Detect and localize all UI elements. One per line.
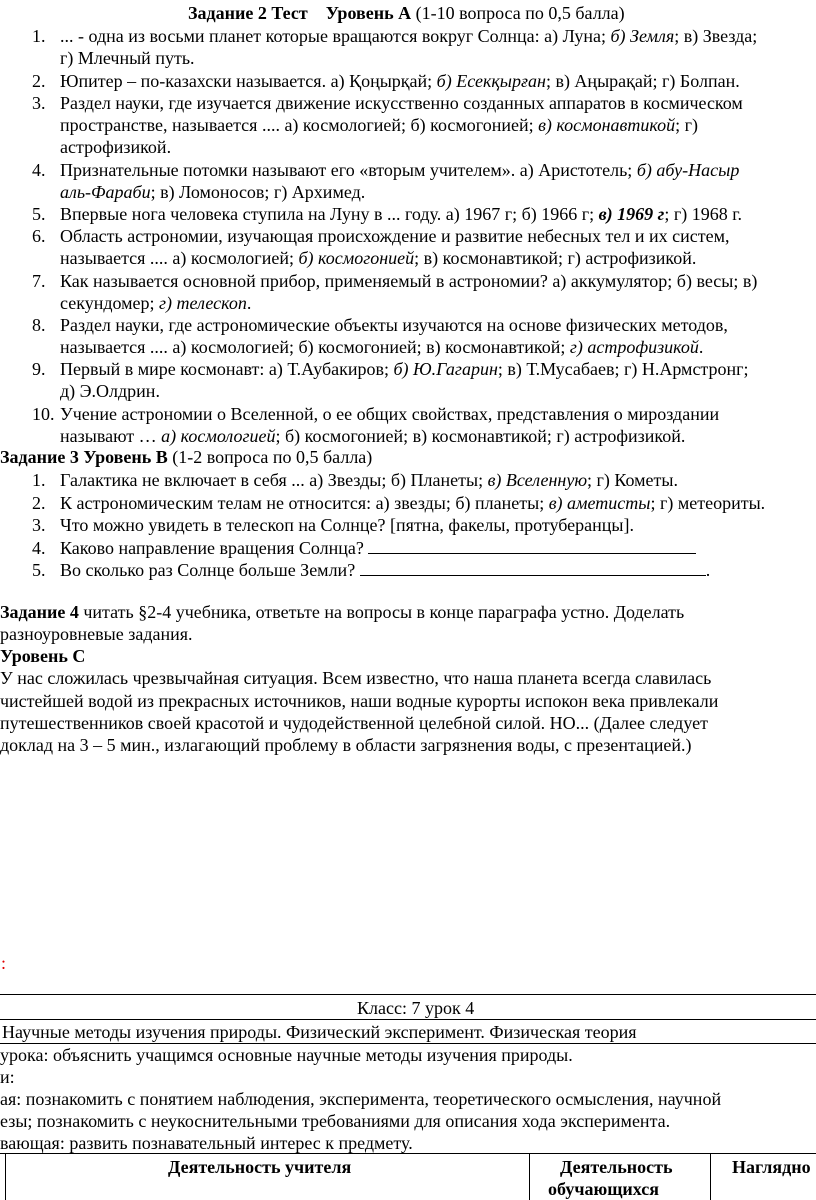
question-text: ; г) [675,115,698,135]
task3-q1 [60,469,678,491]
question-text: называют … [60,426,162,446]
question-text: К астрономическим телам не относится: а) звезды; б) планеты; [60,493,549,513]
question-text: Впервые нога человека ступила на Луну в ... году. а) 1967 г; б) 1966 г; [60,204,599,224]
task2-title: Задание 2 Тест [188,3,308,23]
task2-q4 [60,159,739,181]
task2-q6-line2 [60,247,696,269]
header-student-activity: Деятельность [560,1157,673,1177]
table-rule [0,1153,816,1154]
task3-q4-number: 4. [32,538,46,558]
header-student-activity-2: обучающихся [548,1179,659,1199]
table-rule [0,1019,816,1020]
task4-line2: разноуровневые задания. [0,624,193,644]
question-text: . [246,293,252,313]
task2-q6-number: 6. [32,226,46,246]
table-col-border [710,1153,711,1200]
question-text: ; в) Т.Мусабаев; г) Н.Армстронг; [497,359,749,379]
table-rule-top [0,994,816,995]
answer-blank[interactable] [368,537,696,554]
task3-q2 [60,492,765,514]
question-text: ; в) Ломоносов; г) Архимед. [150,182,366,202]
task3-q5-number: 5. [32,560,46,580]
task2-level: Уровень А [325,3,412,23]
question-text: ... - одна из восьми планет которые вращаются вокруг Солнца: а) Луна; [60,26,611,46]
table-col-border [5,1153,6,1200]
lesson-goal: урока: объяснить учащимся основные научные методы изучения природы. [0,1045,573,1065]
lesson-edu-1: ая: познакомить с понятием наблюдения, эксперимента, теоретического осмысления, научной [0,1089,722,1109]
answer-blank[interactable] [360,559,706,576]
question-text: ; в) космонавтикой; г) астрофизикой. [414,248,697,268]
answer-highlight: аль-Фараби [60,182,151,202]
question-text: секундомер; [60,293,160,313]
question-text: Во сколько раз Солнце больше Земли? [60,560,360,580]
question-text: ; г) Кометы. [587,470,678,490]
task2-q1 [60,25,757,47]
red-mark: : [1,953,7,973]
question-text: ; б) космогонией; в) космонавтикой; г) астрофизикой. [275,426,686,446]
question-text: Галактика не включает в себя ... а) Звезды; б) Планеты; [60,470,488,490]
task4-text: читать §2-4 учебника, ответьте на вопросы в конце параграфа устно. Доделать [78,602,685,622]
task2-q2-number: 2. [32,71,46,91]
task2-q8: Раздел науки, где астрономические объекты изучаются на основе физических методов, [60,315,728,335]
task2-q5 [60,203,742,225]
levelc-line4: доклад на 3 – 5 мин., излагающий проблему в области загрязнения воды, с презентацией.) [0,735,692,755]
header-teacher-activity: Деятельность учителя [168,1157,352,1177]
task2-q7-number: 7. [32,271,46,291]
question-text: Юпитер – по-казахски называется. а) Қоңырқай; [60,71,437,91]
levelc-line3: путешественников своей красотой и чудодейственной целебной силой. НО... (Далее следует [0,713,708,733]
task2-q3: Раздел науки, где изучается движение искусственно созданных аппаратов в космическом [60,93,743,113]
answer-highlight: в) Вселенную [487,470,588,490]
task2-q7: Как называется основной прибор, применяемый в астрономии? а) аккумулятор; б) весы; в) [60,271,758,291]
answer-highlight: в) аметисты [548,493,651,513]
question-text: . [698,337,704,357]
question-text: ; в) Аңырақай; г) Болпан. [545,71,740,91]
task3-q5 [60,559,710,581]
levelc-title-text: Уровень С [0,646,86,666]
lesson-topic: Научные методы изучения природы. Физический эксперимент. Физическая теория [2,1022,637,1042]
lesson-dev: вающая: развить познавательный интерес к предмету. [0,1133,413,1153]
table-col-border [529,1153,530,1200]
task2-q9-number: 9. [32,359,46,379]
question-text: называется .... а) космологией; б) космогонией; в) космонавтикой; [60,337,570,357]
levelc-title [0,645,85,667]
task2-q4-line2 [60,181,365,203]
task2-q3-line2 [60,114,698,136]
task2-q9-line2: д) Э.Олдрин. [60,381,160,401]
task3-title: Задание 3 Уровень В [0,447,168,467]
task3-q3-number: 3. [32,515,46,535]
question-text: Каково направление вращения Солнца? [60,538,369,558]
answer-highlight: в) космонавтикой [538,115,676,135]
lesson-edu-2: езы; познакомить с неукоснительными требованиями для описания хода эксперимента. [0,1111,671,1131]
task4-line1 [0,601,684,623]
levelc-line1: У нас сложилась чрезвычайная ситуация. Всем известно, что наша планета всегда славилась [0,668,712,688]
answer-highlight: б) Есекқырған [436,71,546,91]
task3-note: (1-2 вопроса по 0,5 балла) [172,447,373,467]
lesson-class: Класс: 7 урок 4 [357,998,475,1018]
task2-q7-line2 [60,292,251,314]
question-text: ; г) 1968 г. [664,204,743,224]
question-text: ; в) Звезда; [674,26,758,46]
question-text: называется .... а) космологией; [60,248,299,268]
levelc-line2: чистейшей водой из прекрасных источников, наши водные курорты испокон века привлекали [0,691,719,711]
answer-highlight: г) телескоп [159,293,247,313]
answer-highlight: г) астрофизикой [569,337,699,357]
task2-q3-line3: астрофизикой. [60,137,172,157]
task2-q8-number: 8. [32,315,46,335]
task2-q1-line2: г) Млечный путь. [60,48,195,68]
answer-highlight: в) 1969 г [598,204,665,224]
task3-q4 [60,537,696,559]
question-text: Признательные потомки называют его «вторым учителем». а) Аристотель; [60,160,637,180]
answer-highlight: б) космогонией [298,248,415,268]
task2-q8-line2 [60,336,703,358]
question-text: Первый в мире космонавт: а) Т.Аубакиров; [60,359,394,379]
task2-heading [188,2,625,24]
answer-highlight: а) космологией [161,426,276,446]
task2-q1-number: 1. [32,26,46,46]
task2-q9 [60,358,749,380]
task3-q3: Что можно увидеть в телескоп на Солнце? [пятна, факелы, протуберанцы]. [60,515,634,535]
task3-q2-number: 2. [32,493,46,513]
question-text: . [705,560,711,580]
task3-heading [0,446,372,468]
answer-highlight: б) Ю.Гагарин [393,359,498,379]
question-text: ; г) метеориты. [650,493,766,513]
task2-q10: Учение астрономии о Вселенной, о ее общих свойствах, представления о мироздании [60,404,720,424]
task2-q3-number: 3. [32,93,46,113]
header-visuals: Наглядно [732,1157,811,1177]
answer-highlight: б) абу-Насыр [636,160,740,180]
task3-q1-number: 1. [32,470,46,490]
task2-q10-number: 10. [32,404,55,424]
question-text: пространстве, называется .... а) космологией; б) космогонией; [60,115,539,135]
task4-title: Задание 4 [0,602,79,622]
lesson-tasks-label: и: [0,1067,15,1087]
task2-q10-line2 [60,425,685,447]
answer-highlight: б) Земля [610,26,675,46]
task2-note: (1-10 вопроса по 0,5 балла) [415,3,625,23]
task2-q4-number: 4. [32,160,46,180]
task2-q5-number: 5. [32,204,46,224]
task2-q2 [60,70,740,92]
task2-q6: Область астрономии, изучающая происхождение и развитие небесных тел и их систем, [60,226,730,246]
